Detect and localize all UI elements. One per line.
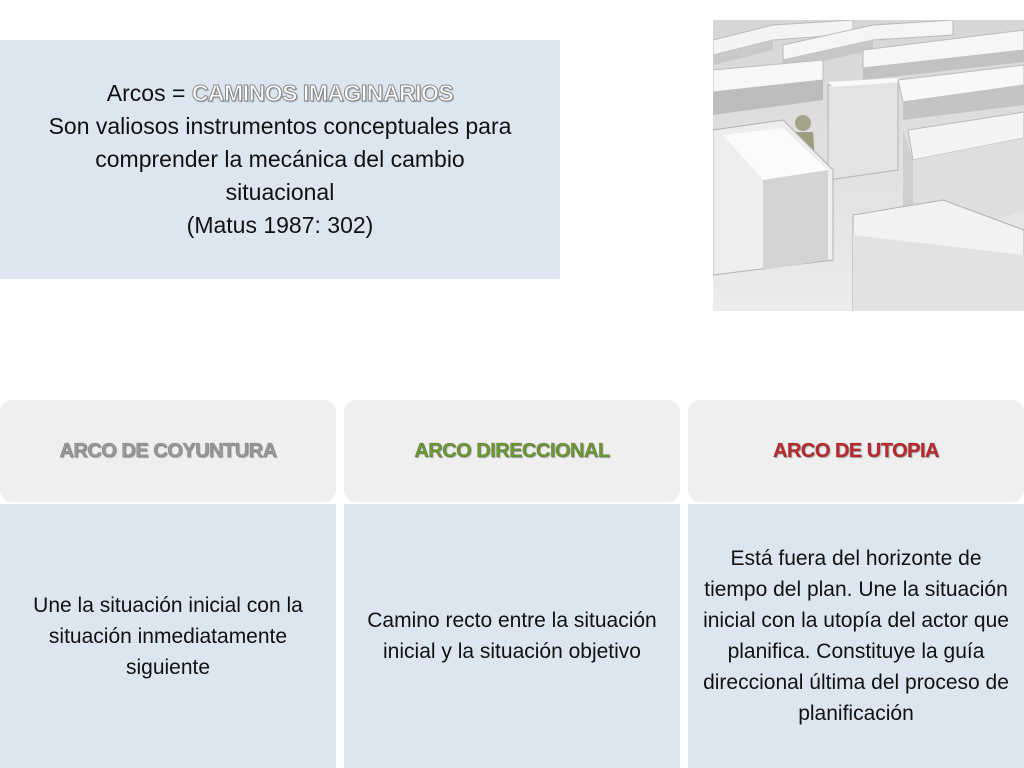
maze-illustration xyxy=(713,20,1024,311)
arco-direccional-description xyxy=(344,504,680,768)
arco-direccional-header xyxy=(344,400,680,502)
maze-image xyxy=(713,20,1024,311)
quote-line-4: situacional xyxy=(225,179,335,205)
quote-line-3: comprender la mecánica del cambio xyxy=(95,146,465,172)
arco-utopia-header xyxy=(688,400,1024,502)
quote-citation: (Matus 1987: 302) xyxy=(186,212,374,238)
quote-prefix: Arcos = xyxy=(106,80,192,106)
quote-heading-line xyxy=(107,77,453,110)
arco-utopia-description xyxy=(688,504,1024,768)
caminos-imaginarios-highlight: CAMINOS IMAGINARIOS xyxy=(191,80,454,106)
arco-direccional-text: Camino recto entre la situación inicial y la situación objetivo xyxy=(367,609,657,663)
arco-coyuntura-title: ARCO DE COYUNTURA xyxy=(59,439,277,462)
arco-coyuntura-header xyxy=(0,400,336,502)
arco-utopia-title: ARCO DE UTOPIA xyxy=(773,439,939,462)
arco-direccional-title: ARCO DIRECCIONAL xyxy=(414,439,610,462)
quote-box xyxy=(0,40,560,279)
quote-line-2: Son valiosos instrumentos conceptuales para xyxy=(48,113,512,139)
arco-utopia-text: Está fuera del horizonte de tiempo del plan. Une la situación inicial con la utopía del actor que planifica. Constituye la guía direccional última del proceso de planificación xyxy=(703,547,1009,725)
arco-coyuntura-description xyxy=(0,504,336,768)
arco-coyuntura-text: Une la situación inicial con la situación inmediatamente siguiente xyxy=(33,593,303,679)
